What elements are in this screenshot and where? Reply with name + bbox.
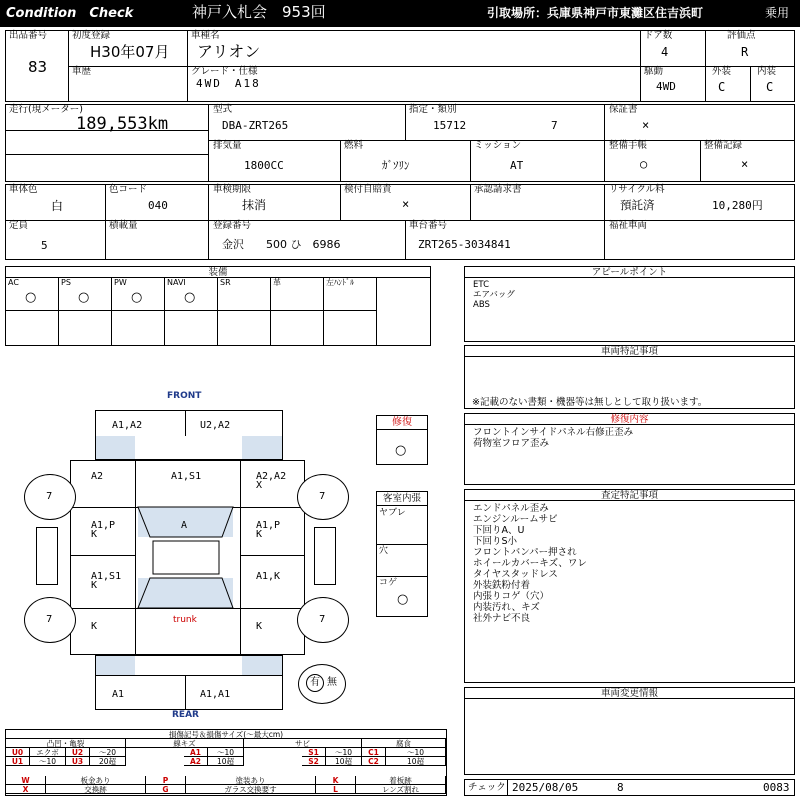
legend-desc: 交換跡: [46, 785, 146, 794]
liability-value: ×: [402, 197, 410, 211]
equipment-label: PW: [114, 278, 127, 287]
appeal-panel: [464, 266, 795, 342]
cell-front-bumper-right: U2,A2: [200, 420, 231, 431]
check-label: チェック: [468, 782, 506, 793]
legend-desc: 10超: [208, 757, 244, 766]
tire-value: 7: [319, 491, 326, 502]
first-reg-label: 初度登録: [72, 30, 111, 41]
special-title: 車両特記事項: [465, 346, 794, 357]
approval-label: 承認請求書: [474, 184, 522, 195]
recycle-label: リサイクル料: [609, 184, 665, 195]
score-value: R: [741, 45, 749, 59]
repair-title: 修復内容: [465, 414, 794, 425]
auction-title: 神戸入札会 953回: [192, 3, 326, 21]
legend-code: X: [6, 785, 46, 794]
check-bar: [464, 779, 795, 796]
pickup-place: 引取場所：兵庫県神戸市東灘区住吉浜町: [487, 6, 704, 20]
body-color-value: 白: [51, 199, 64, 213]
rear-window: [138, 578, 233, 608]
header-brand: Condition Check: [6, 6, 134, 21]
cell-left-quarter: K: [91, 621, 98, 632]
repair-line: 荷物室フロア歪み: [473, 438, 550, 449]
designation-label: 指定・類別: [409, 104, 457, 115]
color-code-label: 色コード: [109, 184, 148, 195]
equipment-value: ○: [184, 290, 196, 305]
service-book-value: ○: [640, 157, 648, 171]
equipment-label: 革: [273, 278, 281, 287]
liability-label: 検付自賠責: [344, 184, 392, 195]
room-label-tear: ヤブレ: [379, 508, 406, 518]
assessment-line: エンジンルームサビ: [473, 514, 558, 525]
special-panel: [464, 345, 795, 409]
legend-code: C2: [362, 757, 386, 766]
repair-box: [376, 415, 428, 465]
exterior-value: C: [718, 80, 726, 94]
model-label: 型式: [213, 104, 233, 115]
doors-value: 4: [661, 45, 669, 59]
legend-desc: ～10: [30, 757, 66, 766]
inspection-value: 抹消: [242, 198, 267, 212]
right-mirror-box: [314, 527, 336, 585]
spare-circle: [298, 664, 346, 704]
score-label: 評価点: [727, 30, 756, 41]
trunk-label: trunk: [173, 615, 197, 625]
mission-label: ミッション: [474, 140, 522, 151]
service-record-value: ×: [741, 157, 749, 171]
equipment-value: ○: [78, 290, 90, 305]
legend-desc: ～10: [386, 748, 446, 757]
vehicle-kind: 乗用: [765, 6, 790, 20]
cell-rear-bumper-right: A1,A1: [200, 689, 231, 700]
assessment-line: 外装鉄粉付着: [473, 580, 531, 591]
assessment-line: タイヤスタッドレス: [473, 569, 558, 580]
capacity-value: 5: [41, 239, 48, 252]
special-note: ※記載のない書類・機器等は無しとして取り扱います。: [472, 397, 708, 408]
cell-left-front-door: A1,P K: [91, 520, 116, 540]
equipment-label: NAVI: [167, 278, 186, 287]
tire-circle: [24, 597, 76, 643]
room-label-burn: コゲ: [379, 578, 398, 588]
lot-no-value: 83: [28, 58, 48, 76]
equipment-label: PS: [61, 278, 71, 287]
cell-hood: A1,S1: [171, 471, 202, 482]
legend-group: 凸凹・亀裂: [6, 739, 126, 748]
assessment-line: 内装汚れ、キズ: [473, 602, 540, 613]
lot-no-label: 出品番号: [9, 30, 48, 41]
service-record-label: 整備記録: [704, 140, 743, 151]
repair-box-value: ○: [395, 443, 407, 458]
warranty-label: 保証書: [609, 104, 638, 115]
assessment-title: 査定特記事項: [465, 490, 794, 501]
displacement-value: 1800CC: [244, 159, 284, 172]
mileage-value: 189,553km: [76, 114, 169, 134]
tire-value: 7: [319, 614, 326, 625]
equipment-value: ○: [131, 290, 143, 305]
exterior-label: 外装: [712, 66, 732, 77]
chassis-label: 車台番号: [409, 220, 448, 231]
welfare-label: 福祉車両: [609, 220, 648, 231]
legend-desc: ～20: [90, 748, 126, 757]
spare-yes: 有: [310, 677, 320, 688]
grade-value: 4WD A18: [196, 77, 261, 90]
car-name-label: 車種名: [191, 30, 220, 41]
legend-desc: 20超: [90, 757, 126, 766]
legend-group: サビ: [244, 739, 362, 748]
legend-desc: 10超: [386, 757, 446, 766]
mileage-label: 走行(現メーター): [9, 104, 83, 115]
legend-code: A2: [184, 757, 208, 766]
assessment-line: 内張りコゲ（穴）: [473, 591, 550, 602]
legend-code: U0: [6, 748, 30, 757]
capacity-label: 定員: [9, 220, 29, 231]
legend-code: K: [316, 776, 356, 785]
change-title: 車両変更情報: [465, 688, 794, 699]
check-num: 8: [617, 781, 624, 794]
interior-value: C: [766, 80, 774, 94]
equipment-label: SR: [220, 278, 231, 287]
tire-circle: [297, 474, 349, 520]
cell-right-rear-door: A1,K: [256, 571, 281, 582]
cell-rear-bumper-left: A1: [112, 689, 125, 700]
appeal-line: ABS: [473, 300, 490, 310]
legend-group: 線キズ: [126, 739, 244, 748]
legend-code: S2: [302, 757, 326, 766]
appeal-line: エアバッグ: [473, 290, 515, 300]
cell-windshield: A: [181, 520, 188, 531]
equipment-label: AC: [8, 278, 19, 287]
legend-desc: エクボ: [30, 748, 66, 757]
equipment-label: 左ﾊﾝﾄﾞﾙ: [326, 278, 354, 287]
assessment-panel: [464, 489, 795, 683]
legend-code: S1: [302, 748, 326, 757]
appeal-title: アピールポイント: [465, 267, 794, 278]
room-value-burn: ○: [397, 592, 409, 607]
legend-code: U3: [66, 757, 90, 766]
model-value: DBA-ZRT265: [222, 119, 289, 132]
legend-code: G: [146, 785, 186, 794]
service-book-label: 整備手帳: [609, 140, 648, 151]
fuel-value: ｶﾞｿﾘﾝ: [382, 159, 410, 172]
assessment-line: 下回りA、U: [473, 525, 525, 536]
drive-value: 4WD: [656, 80, 676, 93]
recycle-amount: 10,280円: [712, 199, 763, 212]
legend-desc: 塗装あり: [186, 776, 316, 785]
spare-no: 無: [327, 677, 337, 688]
assessment-line: 社外ナビ不良: [473, 613, 531, 624]
legend-desc: 着板跡: [356, 776, 446, 785]
cell-front-right-fender: A2,A2 X: [256, 471, 287, 491]
room-label-hole: 穴: [379, 546, 389, 556]
rear-label: REAR: [172, 710, 199, 720]
fuel-label: 燃料: [344, 140, 364, 151]
change-panel: [464, 687, 795, 775]
designation-value-2: 7: [551, 119, 558, 132]
equipment-title: 装備: [6, 267, 430, 278]
check-date: 2025/08/05: [512, 781, 579, 794]
car-name-value: アリオン: [197, 42, 261, 61]
legend-code: W: [6, 776, 46, 785]
cell-right-front-door: A1,P K: [256, 520, 281, 540]
legend-title: 損傷記号＆損傷サイズ(～最大cm): [6, 730, 446, 739]
color-code-value: 040: [148, 199, 168, 212]
roof: [153, 541, 219, 574]
legend-code: U1: [6, 757, 30, 766]
chassis-value: ZRT265-3034841: [418, 238, 511, 251]
spare-yes-circle: [306, 674, 324, 692]
repair-box-title: 修復: [377, 416, 427, 430]
recycle-status: 預託済: [620, 198, 655, 212]
assessment-line: フロントバンパー押され: [473, 547, 577, 558]
displacement-label: 排気量: [213, 140, 242, 151]
tire-value: 7: [46, 491, 53, 502]
cell-front-left-fender: A2: [91, 471, 104, 482]
repair-panel: [464, 413, 795, 485]
legend-code: L: [316, 785, 356, 794]
doors-label: ドア数: [644, 30, 673, 41]
appeal-line: ETC: [473, 280, 489, 290]
mission-value: AT: [510, 159, 524, 172]
warranty-value: ×: [642, 118, 650, 132]
drive-label: 駆動: [644, 66, 664, 77]
body-color-label: 車体色: [9, 184, 38, 195]
tire-circle: [24, 474, 76, 520]
load-label: 積載量: [109, 220, 138, 231]
assessment-line: 下回りS小: [473, 536, 518, 547]
legend-desc: 板金あり: [46, 776, 146, 785]
legend-desc: 10超: [326, 757, 362, 766]
tire-value: 7: [46, 614, 53, 625]
assessment-line: エンドパネル歪み: [473, 503, 549, 514]
first-reg-value: H30年07月: [90, 43, 170, 61]
reg-no-value: 金沢 500 ひ 6986: [222, 238, 341, 251]
designation-value-1: 15712: [433, 119, 467, 132]
legend-desc: ガラス交換要す: [186, 785, 316, 794]
legend-desc: レンズ割れ: [356, 785, 446, 794]
history-label: 車歴: [72, 66, 92, 77]
check-code: 0083: [763, 781, 790, 794]
reg-no-label: 登録番号: [213, 220, 252, 231]
legend-group: 腐食: [362, 739, 446, 748]
front-label: FRONT: [167, 391, 202, 401]
left-mirror-box: [36, 527, 58, 585]
repair-line: フロントインサイドパネル右修正歪み: [473, 427, 634, 438]
legend-code: U2: [66, 748, 90, 757]
legend-desc: ～10: [326, 748, 362, 757]
interior-label: 内装: [757, 66, 777, 77]
legend-code: C1: [362, 748, 386, 757]
cell-right-quarter: K: [256, 621, 263, 632]
legend-desc: ～10: [208, 748, 244, 757]
room-panel: [376, 491, 428, 617]
cell-left-rear-door: A1,S1 K: [91, 571, 122, 591]
grade-label: グレード・仕様: [191, 66, 258, 77]
legend-code: A1: [184, 748, 208, 757]
legend-code: P: [146, 776, 186, 785]
assessment-line: ホイールカバーキズ、ワレ: [473, 558, 587, 569]
equipment-value: ○: [25, 290, 37, 305]
room-title: 客室内張: [377, 492, 427, 506]
cell-front-bumper-left: A1,A2: [112, 420, 143, 431]
inspection-label: 車検期限: [213, 184, 252, 195]
tire-circle: [297, 597, 349, 643]
